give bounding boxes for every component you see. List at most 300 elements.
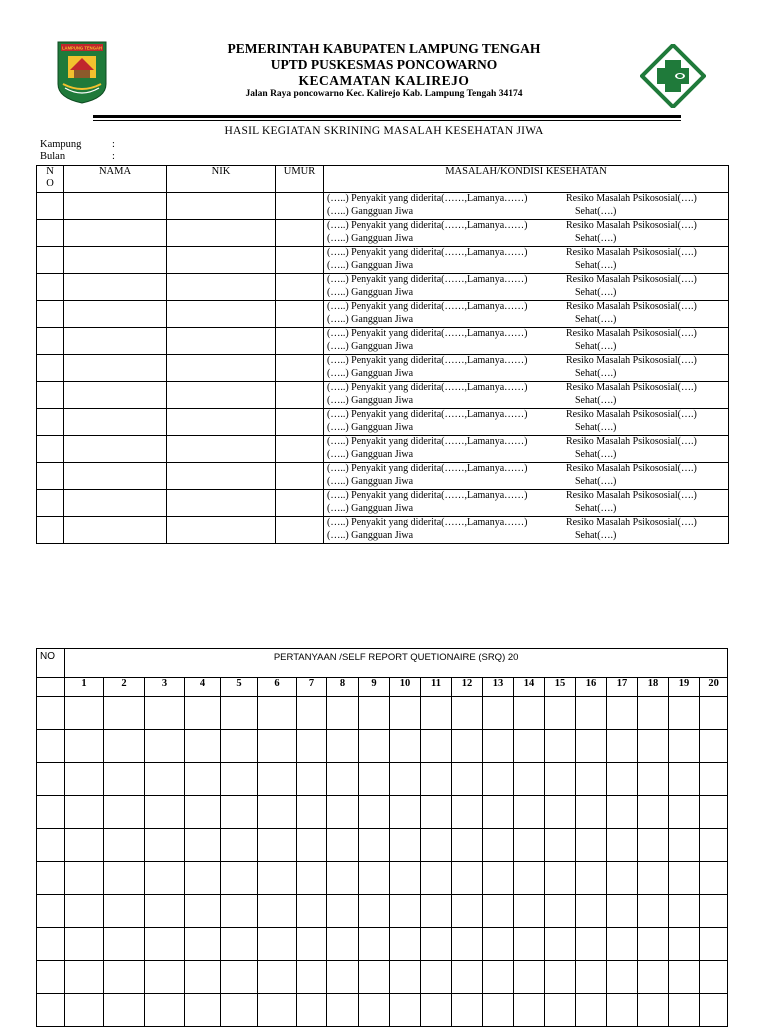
srq-answer-cell[interactable] xyxy=(483,895,514,928)
penyakit-option[interactable]: (…..) Penyakit yang diderita(……,Lamanya……) xyxy=(327,382,528,393)
srq-answer-cell[interactable] xyxy=(576,697,607,730)
srq-answer-cell[interactable] xyxy=(221,829,258,862)
penyakit-option[interactable]: (…..) Penyakit yang diderita(……,Lamanya……) xyxy=(327,490,528,501)
gangguan-jiwa-option[interactable]: (…..) Gangguan Jiwa xyxy=(327,394,414,406)
cell-umur[interactable] xyxy=(276,193,324,220)
cell-nama[interactable] xyxy=(64,220,167,247)
srq-answer-cell[interactable] xyxy=(65,730,104,763)
srq-answer-cell[interactable] xyxy=(258,796,297,829)
srq-answer-cell[interactable] xyxy=(576,928,607,961)
sehat-option[interactable]: Sehat(….) xyxy=(575,340,617,352)
cell-nik[interactable] xyxy=(167,436,276,463)
srq-cell-no[interactable] xyxy=(37,862,65,895)
resiko-option[interactable]: Resiko Masalah Psikososial(….) xyxy=(566,436,697,447)
srq-answer-cell[interactable] xyxy=(390,697,421,730)
penyakit-option[interactable]: (…..) Penyakit yang diderita(……,Lamanya……) xyxy=(327,247,528,258)
cell-umur[interactable] xyxy=(276,463,324,490)
srq-answer-cell[interactable] xyxy=(576,763,607,796)
srq-answer-cell[interactable] xyxy=(390,730,421,763)
resiko-option[interactable]: Resiko Masalah Psikososial(….) xyxy=(566,355,697,366)
srq-answer-cell[interactable] xyxy=(185,829,221,862)
srq-answer-cell[interactable] xyxy=(185,862,221,895)
cell-nik[interactable] xyxy=(167,247,276,274)
srq-answer-cell[interactable] xyxy=(700,796,728,829)
srq-answer-cell[interactable] xyxy=(669,862,700,895)
srq-answer-cell[interactable] xyxy=(638,928,669,961)
srq-answer-cell[interactable] xyxy=(359,862,390,895)
srq-answer-cell[interactable] xyxy=(185,796,221,829)
srq-answer-cell[interactable] xyxy=(258,928,297,961)
penyakit-option[interactable]: (…..) Penyakit yang diderita(……,Lamanya……) xyxy=(327,220,528,231)
cell-nik[interactable] xyxy=(167,274,276,301)
srq-answer-cell[interactable] xyxy=(359,994,390,1027)
srq-answer-cell[interactable] xyxy=(185,697,221,730)
srq-answer-cell[interactable] xyxy=(576,730,607,763)
srq-answer-cell[interactable] xyxy=(576,796,607,829)
gangguan-jiwa-option[interactable]: (…..) Gangguan Jiwa xyxy=(327,475,414,487)
srq-answer-cell[interactable] xyxy=(669,730,700,763)
cell-nik[interactable] xyxy=(167,490,276,517)
srq-answer-cell[interactable] xyxy=(359,829,390,862)
srq-answer-cell[interactable] xyxy=(390,829,421,862)
srq-answer-cell[interactable] xyxy=(65,928,104,961)
srq-answer-cell[interactable] xyxy=(483,829,514,862)
cell-no[interactable] xyxy=(37,274,64,301)
srq-answer-cell[interactable] xyxy=(700,928,728,961)
srq-answer-cell[interactable] xyxy=(576,895,607,928)
gangguan-jiwa-option[interactable]: (…..) Gangguan Jiwa xyxy=(327,529,414,541)
cell-no[interactable] xyxy=(37,490,64,517)
srq-answer-cell[interactable] xyxy=(669,829,700,862)
srq-answer-cell[interactable] xyxy=(607,829,638,862)
srq-answer-cell[interactable] xyxy=(104,730,145,763)
srq-answer-cell[interactable] xyxy=(297,994,327,1027)
sehat-option[interactable]: Sehat(….) xyxy=(575,313,617,325)
srq-answer-cell[interactable] xyxy=(145,928,185,961)
srq-answer-cell[interactable] xyxy=(514,829,545,862)
srq-answer-cell[interactable] xyxy=(104,796,145,829)
srq-answer-cell[interactable] xyxy=(359,763,390,796)
cell-nama[interactable] xyxy=(64,490,167,517)
cell-nama[interactable] xyxy=(64,463,167,490)
srq-answer-cell[interactable] xyxy=(483,697,514,730)
resiko-option[interactable]: Resiko Masalah Psikososial(….) xyxy=(566,247,697,258)
srq-answer-cell[interactable] xyxy=(452,796,483,829)
srq-answer-cell[interactable] xyxy=(327,961,359,994)
sehat-option[interactable]: Sehat(….) xyxy=(575,421,617,433)
sehat-option[interactable]: Sehat(….) xyxy=(575,205,617,217)
srq-answer-cell[interactable] xyxy=(514,928,545,961)
srq-answer-cell[interactable] xyxy=(607,730,638,763)
srq-answer-cell[interactable] xyxy=(545,961,576,994)
srq-answer-cell[interactable] xyxy=(700,730,728,763)
srq-answer-cell[interactable] xyxy=(700,829,728,862)
srq-answer-cell[interactable] xyxy=(452,697,483,730)
penyakit-option[interactable]: (…..) Penyakit yang diderita(……,Lamanya……) xyxy=(327,517,528,528)
gangguan-jiwa-option[interactable]: (…..) Gangguan Jiwa xyxy=(327,421,414,433)
cell-nama[interactable] xyxy=(64,436,167,463)
resiko-option[interactable]: Resiko Masalah Psikososial(….) xyxy=(566,517,697,528)
srq-answer-cell[interactable] xyxy=(638,994,669,1027)
srq-answer-cell[interactable] xyxy=(638,697,669,730)
srq-answer-cell[interactable] xyxy=(145,796,185,829)
srq-cell-no[interactable] xyxy=(37,961,65,994)
srq-answer-cell[interactable] xyxy=(185,730,221,763)
penyakit-option[interactable]: (…..) Penyakit yang diderita(……,Lamanya……) xyxy=(327,463,528,474)
srq-answer-cell[interactable] xyxy=(297,895,327,928)
srq-answer-cell[interactable] xyxy=(185,895,221,928)
srq-answer-cell[interactable] xyxy=(607,961,638,994)
srq-answer-cell[interactable] xyxy=(297,829,327,862)
sehat-option[interactable]: Sehat(….) xyxy=(575,367,617,379)
srq-answer-cell[interactable] xyxy=(65,895,104,928)
srq-answer-cell[interactable] xyxy=(327,796,359,829)
srq-answer-cell[interactable] xyxy=(545,829,576,862)
sehat-option[interactable]: Sehat(….) xyxy=(575,259,617,271)
srq-answer-cell[interactable] xyxy=(483,994,514,1027)
srq-answer-cell[interactable] xyxy=(545,730,576,763)
srq-answer-cell[interactable] xyxy=(297,730,327,763)
cell-no[interactable] xyxy=(37,436,64,463)
cell-nama[interactable] xyxy=(64,328,167,355)
srq-answer-cell[interactable] xyxy=(576,961,607,994)
srq-answer-cell[interactable] xyxy=(145,730,185,763)
srq-answer-cell[interactable] xyxy=(452,730,483,763)
srq-answer-cell[interactable] xyxy=(390,796,421,829)
srq-answer-cell[interactable] xyxy=(607,697,638,730)
srq-answer-cell[interactable] xyxy=(145,895,185,928)
penyakit-option[interactable]: (…..) Penyakit yang diderita(……,Lamanya……) xyxy=(327,193,528,204)
srq-answer-cell[interactable] xyxy=(452,928,483,961)
srq-cell-no[interactable] xyxy=(37,796,65,829)
srq-answer-cell[interactable] xyxy=(65,961,104,994)
srq-answer-cell[interactable] xyxy=(359,961,390,994)
srq-answer-cell[interactable] xyxy=(359,928,390,961)
srq-answer-cell[interactable] xyxy=(545,928,576,961)
cell-umur[interactable] xyxy=(276,328,324,355)
cell-nama[interactable] xyxy=(64,301,167,328)
srq-answer-cell[interactable] xyxy=(483,862,514,895)
penyakit-option[interactable]: (…..) Penyakit yang diderita(……,Lamanya……) xyxy=(327,436,528,447)
cell-no[interactable] xyxy=(37,409,64,436)
srq-answer-cell[interactable] xyxy=(669,763,700,796)
srq-answer-cell[interactable] xyxy=(545,994,576,1027)
srq-answer-cell[interactable] xyxy=(545,796,576,829)
srq-answer-cell[interactable] xyxy=(297,796,327,829)
resiko-option[interactable]: Resiko Masalah Psikososial(….) xyxy=(566,463,697,474)
resiko-option[interactable]: Resiko Masalah Psikososial(….) xyxy=(566,328,697,339)
resiko-option[interactable]: Resiko Masalah Psikososial(….) xyxy=(566,193,697,204)
penyakit-option[interactable]: (…..) Penyakit yang diderita(……,Lamanya……) xyxy=(327,328,528,339)
srq-answer-cell[interactable] xyxy=(104,928,145,961)
srq-answer-cell[interactable] xyxy=(607,862,638,895)
srq-cell-no[interactable] xyxy=(37,697,65,730)
srq-answer-cell[interactable] xyxy=(104,961,145,994)
srq-answer-cell[interactable] xyxy=(221,862,258,895)
srq-answer-cell[interactable] xyxy=(145,862,185,895)
srq-answer-cell[interactable] xyxy=(421,895,452,928)
srq-answer-cell[interactable] xyxy=(221,994,258,1027)
penyakit-option[interactable]: (…..) Penyakit yang diderita(……,Lamanya……) xyxy=(327,274,528,285)
srq-answer-cell[interactable] xyxy=(145,763,185,796)
penyakit-option[interactable]: (…..) Penyakit yang diderita(……,Lamanya……) xyxy=(327,355,528,366)
srq-answer-cell[interactable] xyxy=(483,763,514,796)
cell-umur[interactable] xyxy=(276,382,324,409)
cell-umur[interactable] xyxy=(276,274,324,301)
sehat-option[interactable]: Sehat(….) xyxy=(575,394,617,406)
srq-answer-cell[interactable] xyxy=(669,928,700,961)
srq-answer-cell[interactable] xyxy=(327,895,359,928)
cell-nik[interactable] xyxy=(167,463,276,490)
srq-answer-cell[interactable] xyxy=(452,829,483,862)
cell-nama[interactable] xyxy=(64,247,167,274)
srq-answer-cell[interactable] xyxy=(483,961,514,994)
srq-answer-cell[interactable] xyxy=(421,928,452,961)
srq-answer-cell[interactable] xyxy=(576,994,607,1027)
srq-answer-cell[interactable] xyxy=(421,829,452,862)
resiko-option[interactable]: Resiko Masalah Psikososial(….) xyxy=(566,301,697,312)
srq-answer-cell[interactable] xyxy=(421,730,452,763)
srq-answer-cell[interactable] xyxy=(452,895,483,928)
srq-answer-cell[interactable] xyxy=(327,994,359,1027)
srq-answer-cell[interactable] xyxy=(607,928,638,961)
srq-answer-cell[interactable] xyxy=(669,961,700,994)
srq-answer-cell[interactable] xyxy=(258,697,297,730)
cell-umur[interactable] xyxy=(276,409,324,436)
cell-nik[interactable] xyxy=(167,220,276,247)
srq-answer-cell[interactable] xyxy=(104,829,145,862)
srq-answer-cell[interactable] xyxy=(327,730,359,763)
srq-answer-cell[interactable] xyxy=(297,697,327,730)
srq-answer-cell[interactable] xyxy=(185,763,221,796)
cell-umur[interactable] xyxy=(276,220,324,247)
srq-answer-cell[interactable] xyxy=(421,763,452,796)
cell-umur[interactable] xyxy=(276,436,324,463)
srq-answer-cell[interactable] xyxy=(327,829,359,862)
cell-nik[interactable] xyxy=(167,328,276,355)
srq-answer-cell[interactable] xyxy=(545,895,576,928)
srq-answer-cell[interactable] xyxy=(607,796,638,829)
cell-no[interactable] xyxy=(37,355,64,382)
srq-answer-cell[interactable] xyxy=(421,796,452,829)
srq-answer-cell[interactable] xyxy=(104,895,145,928)
srq-answer-cell[interactable] xyxy=(483,796,514,829)
srq-answer-cell[interactable] xyxy=(669,895,700,928)
srq-answer-cell[interactable] xyxy=(483,928,514,961)
sehat-option[interactable]: Sehat(….) xyxy=(575,232,617,244)
srq-answer-cell[interactable] xyxy=(359,697,390,730)
gangguan-jiwa-option[interactable]: (…..) Gangguan Jiwa xyxy=(327,340,414,352)
srq-answer-cell[interactable] xyxy=(258,895,297,928)
srq-answer-cell[interactable] xyxy=(421,994,452,1027)
srq-answer-cell[interactable] xyxy=(390,895,421,928)
srq-answer-cell[interactable] xyxy=(185,961,221,994)
srq-answer-cell[interactable] xyxy=(452,862,483,895)
srq-answer-cell[interactable] xyxy=(514,994,545,1027)
cell-nama[interactable] xyxy=(64,355,167,382)
penyakit-option[interactable]: (…..) Penyakit yang diderita(……,Lamanya……) xyxy=(327,409,528,420)
sehat-option[interactable]: Sehat(….) xyxy=(575,448,617,460)
srq-answer-cell[interactable] xyxy=(390,928,421,961)
gangguan-jiwa-option[interactable]: (…..) Gangguan Jiwa xyxy=(327,259,414,271)
srq-answer-cell[interactable] xyxy=(104,862,145,895)
srq-answer-cell[interactable] xyxy=(104,697,145,730)
srq-answer-cell[interactable] xyxy=(545,763,576,796)
cell-umur[interactable] xyxy=(276,517,324,544)
srq-answer-cell[interactable] xyxy=(221,730,258,763)
srq-answer-cell[interactable] xyxy=(145,829,185,862)
srq-answer-cell[interactable] xyxy=(145,697,185,730)
cell-no[interactable] xyxy=(37,463,64,490)
srq-answer-cell[interactable] xyxy=(483,730,514,763)
srq-answer-cell[interactable] xyxy=(700,994,728,1027)
srq-answer-cell[interactable] xyxy=(258,994,297,1027)
srq-answer-cell[interactable] xyxy=(638,829,669,862)
kampung-field[interactable] xyxy=(40,139,115,150)
gangguan-jiwa-option[interactable]: (…..) Gangguan Jiwa xyxy=(327,502,414,514)
srq-answer-cell[interactable] xyxy=(514,763,545,796)
srq-answer-cell[interactable] xyxy=(514,895,545,928)
srq-answer-cell[interactable] xyxy=(514,862,545,895)
srq-answer-cell[interactable] xyxy=(545,697,576,730)
srq-answer-cell[interactable] xyxy=(390,763,421,796)
srq-answer-cell[interactable] xyxy=(452,994,483,1027)
cell-umur[interactable] xyxy=(276,301,324,328)
srq-answer-cell[interactable] xyxy=(145,961,185,994)
srq-answer-cell[interactable] xyxy=(700,961,728,994)
bulan-field[interactable] xyxy=(40,151,115,162)
cell-no[interactable] xyxy=(37,220,64,247)
resiko-option[interactable]: Resiko Masalah Psikososial(….) xyxy=(566,274,697,285)
srq-answer-cell[interactable] xyxy=(359,895,390,928)
srq-cell-no[interactable] xyxy=(37,928,65,961)
srq-answer-cell[interactable] xyxy=(258,961,297,994)
srq-answer-cell[interactable] xyxy=(607,763,638,796)
gangguan-jiwa-option[interactable]: (…..) Gangguan Jiwa xyxy=(327,232,414,244)
srq-answer-cell[interactable] xyxy=(327,697,359,730)
srq-answer-cell[interactable] xyxy=(514,961,545,994)
srq-answer-cell[interactable] xyxy=(145,994,185,1027)
srq-answer-cell[interactable] xyxy=(221,697,258,730)
srq-cell-no[interactable] xyxy=(37,829,65,862)
gangguan-jiwa-option[interactable]: (…..) Gangguan Jiwa xyxy=(327,286,414,298)
srq-answer-cell[interactable] xyxy=(669,994,700,1027)
srq-answer-cell[interactable] xyxy=(65,763,104,796)
srq-answer-cell[interactable] xyxy=(104,763,145,796)
srq-answer-cell[interactable] xyxy=(576,862,607,895)
sehat-option[interactable]: Sehat(….) xyxy=(575,286,617,298)
srq-answer-cell[interactable] xyxy=(258,862,297,895)
srq-answer-cell[interactable] xyxy=(421,697,452,730)
srq-answer-cell[interactable] xyxy=(452,961,483,994)
srq-answer-cell[interactable] xyxy=(258,730,297,763)
cell-no[interactable] xyxy=(37,328,64,355)
cell-no[interactable] xyxy=(37,382,64,409)
srq-answer-cell[interactable] xyxy=(185,928,221,961)
gangguan-jiwa-option[interactable]: (…..) Gangguan Jiwa xyxy=(327,367,414,379)
srq-answer-cell[interactable] xyxy=(359,730,390,763)
resiko-option[interactable]: Resiko Masalah Psikososial(….) xyxy=(566,220,697,231)
srq-answer-cell[interactable] xyxy=(669,697,700,730)
srq-answer-cell[interactable] xyxy=(297,862,327,895)
sehat-option[interactable]: Sehat(….) xyxy=(575,475,617,487)
srq-answer-cell[interactable] xyxy=(65,829,104,862)
cell-no[interactable] xyxy=(37,193,64,220)
srq-answer-cell[interactable] xyxy=(638,862,669,895)
srq-answer-cell[interactable] xyxy=(297,763,327,796)
gangguan-jiwa-option[interactable]: (…..) Gangguan Jiwa xyxy=(327,313,414,325)
srq-answer-cell[interactable] xyxy=(576,829,607,862)
cell-nik[interactable] xyxy=(167,301,276,328)
srq-answer-cell[interactable] xyxy=(390,862,421,895)
srq-answer-cell[interactable] xyxy=(327,928,359,961)
srq-cell-no[interactable] xyxy=(37,895,65,928)
srq-answer-cell[interactable] xyxy=(700,697,728,730)
srq-answer-cell[interactable] xyxy=(359,796,390,829)
cell-nik[interactable] xyxy=(167,355,276,382)
gangguan-jiwa-option[interactable]: (…..) Gangguan Jiwa xyxy=(327,205,414,217)
cell-no[interactable] xyxy=(37,247,64,274)
cell-nik[interactable] xyxy=(167,382,276,409)
srq-answer-cell[interactable] xyxy=(65,796,104,829)
srq-answer-cell[interactable] xyxy=(327,763,359,796)
srq-answer-cell[interactable] xyxy=(669,796,700,829)
srq-cell-no[interactable] xyxy=(37,763,65,796)
srq-answer-cell[interactable] xyxy=(514,730,545,763)
srq-answer-cell[interactable] xyxy=(421,862,452,895)
srq-answer-cell[interactable] xyxy=(221,763,258,796)
srq-answer-cell[interactable] xyxy=(65,697,104,730)
srq-answer-cell[interactable] xyxy=(638,961,669,994)
srq-answer-cell[interactable] xyxy=(638,895,669,928)
srq-answer-cell[interactable] xyxy=(700,862,728,895)
cell-nik[interactable] xyxy=(167,193,276,220)
srq-answer-cell[interactable] xyxy=(700,763,728,796)
srq-answer-cell[interactable] xyxy=(65,862,104,895)
srq-answer-cell[interactable] xyxy=(638,730,669,763)
srq-cell-no[interactable] xyxy=(37,730,65,763)
srq-answer-cell[interactable] xyxy=(607,994,638,1027)
srq-answer-cell[interactable] xyxy=(390,994,421,1027)
cell-no[interactable] xyxy=(37,301,64,328)
cell-nik[interactable] xyxy=(167,517,276,544)
sehat-option[interactable]: Sehat(….) xyxy=(575,529,617,541)
gangguan-jiwa-option[interactable]: (…..) Gangguan Jiwa xyxy=(327,448,414,460)
cell-nama[interactable] xyxy=(64,517,167,544)
srq-answer-cell[interactable] xyxy=(514,796,545,829)
resiko-option[interactable]: Resiko Masalah Psikososial(….) xyxy=(566,409,697,420)
srq-answer-cell[interactable] xyxy=(638,763,669,796)
srq-cell-no[interactable] xyxy=(37,994,65,1027)
srq-answer-cell[interactable] xyxy=(297,928,327,961)
srq-answer-cell[interactable] xyxy=(700,895,728,928)
srq-answer-cell[interactable] xyxy=(221,796,258,829)
srq-answer-cell[interactable] xyxy=(297,961,327,994)
srq-answer-cell[interactable] xyxy=(258,829,297,862)
cell-umur[interactable] xyxy=(276,247,324,274)
cell-umur[interactable] xyxy=(276,490,324,517)
cell-nama[interactable] xyxy=(64,409,167,436)
penyakit-option[interactable]: (…..) Penyakit yang diderita(……,Lamanya……) xyxy=(327,301,528,312)
srq-answer-cell[interactable] xyxy=(514,697,545,730)
srq-answer-cell[interactable] xyxy=(221,961,258,994)
cell-nama[interactable] xyxy=(64,193,167,220)
cell-umur[interactable] xyxy=(276,355,324,382)
srq-answer-cell[interactable] xyxy=(327,862,359,895)
srq-answer-cell[interactable] xyxy=(258,763,297,796)
sehat-option[interactable]: Sehat(….) xyxy=(575,502,617,514)
srq-answer-cell[interactable] xyxy=(421,961,452,994)
